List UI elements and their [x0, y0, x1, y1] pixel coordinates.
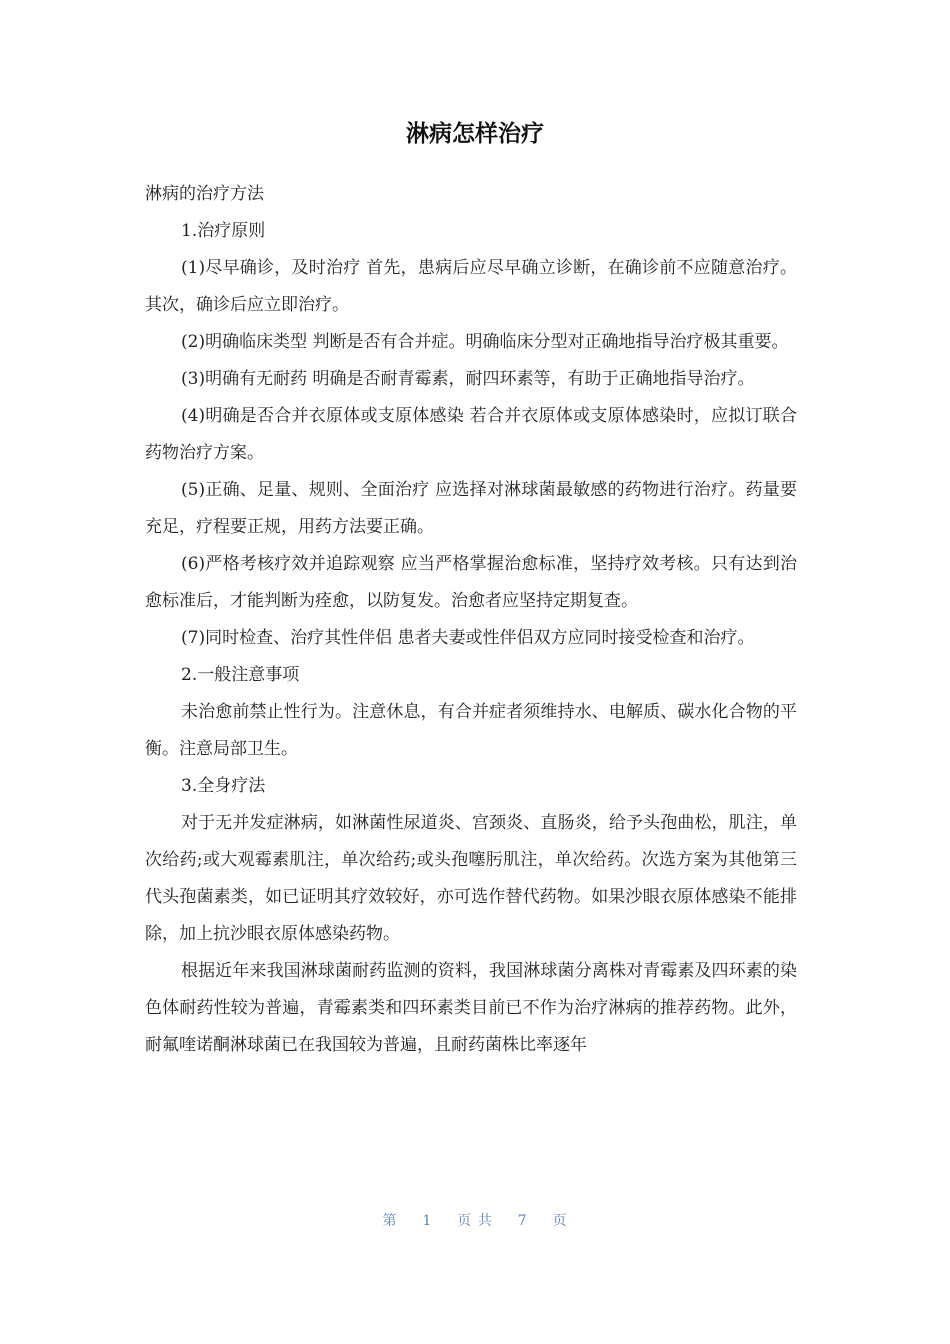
paragraph: 1.治疗原则 [181, 221, 266, 241]
page-footer [0, 1210, 950, 1230]
paragraph: 对于无并发症淋病，如淋菌性尿道炎、宫颈炎、直肠炎，给予头孢曲松，肌注，单次给药;或大观霉素肌注，单次给药;或头孢噻肟肌注，单次给药。次选方案为其他第三代头孢菌素类，如已证明其疗效较好，亦可选作替代药物。如果沙眼衣原体感染不能排除，加上抗沙眼衣原体感染药物。 [145, 813, 797, 944]
document-body [145, 176, 797, 1064]
paragraph: 2.一般注意事项 [181, 665, 300, 685]
footer-suffix: 页 [552, 1213, 568, 1229]
page-title: 淋病怎样治疗 [406, 121, 544, 147]
paragraph: (4)明确是否合并衣原体或支原体感染 若合并衣原体或支原体感染时，应拟订联合药物治疗方案。 [145, 406, 797, 463]
paragraph: (6)严格考核疗效并追踪观察 应当严格掌握治愈标准，坚持疗效考核。只有达到治愈标准后，才能判断为痊愈，以防复发。治愈者应坚持定期复查。 [145, 554, 797, 611]
paragraph: 3.全身疗法 [181, 776, 266, 796]
paragraph: (2)明确临床类型 判断是否有合并症。明确临床分型对正确地指导治疗极其重要。 [181, 332, 789, 352]
paragraph: (3)明确有无耐药 明确是否耐青霉素，耐四环素等，有助于正确地指导治疗。 [181, 369, 755, 389]
paragraph: (5)正确、足量、规则、全面治疗 应选择对淋球菌最敏感的药物进行治疗。药量要充足，疗程要正规，用药方法要正确。 [145, 480, 797, 537]
paragraph: (1)尽早确诊，及时治疗 首先，患病后应尽早确立诊断，在确诊前不应随意治疗。其次，确诊后应立即治疗。 [145, 258, 797, 315]
footer-prefix: 第 [382, 1213, 398, 1229]
paragraph: 未治愈前禁止性行为。注意休息，有合并症者须维持水、电解质、碳水化合物的平衡。注意局部卫生。 [145, 702, 797, 759]
footer-page-number: 1 [422, 1213, 433, 1229]
footer-total-pages: 7 [517, 1213, 528, 1229]
paragraph: 根据近年来我国淋球菌耐药监测的资料，我国淋球菌分离株对青霉素及四环素的染色体耐药性较为普遍，青霉素类和四环素类目前已不作为治疗淋病的推荐药物。此外，耐氟喹诺酮淋球菌已在我国较为普遍，且耐药菌株比率逐年 [145, 961, 797, 1055]
paragraph: 淋病的治疗方法 [145, 184, 264, 204]
footer-middle: 页 共 [457, 1213, 493, 1229]
paragraph: (7)同时检查、治疗其性伴侣 患者夫妻或性伴侣双方应同时接受检查和治疗。 [181, 628, 755, 648]
